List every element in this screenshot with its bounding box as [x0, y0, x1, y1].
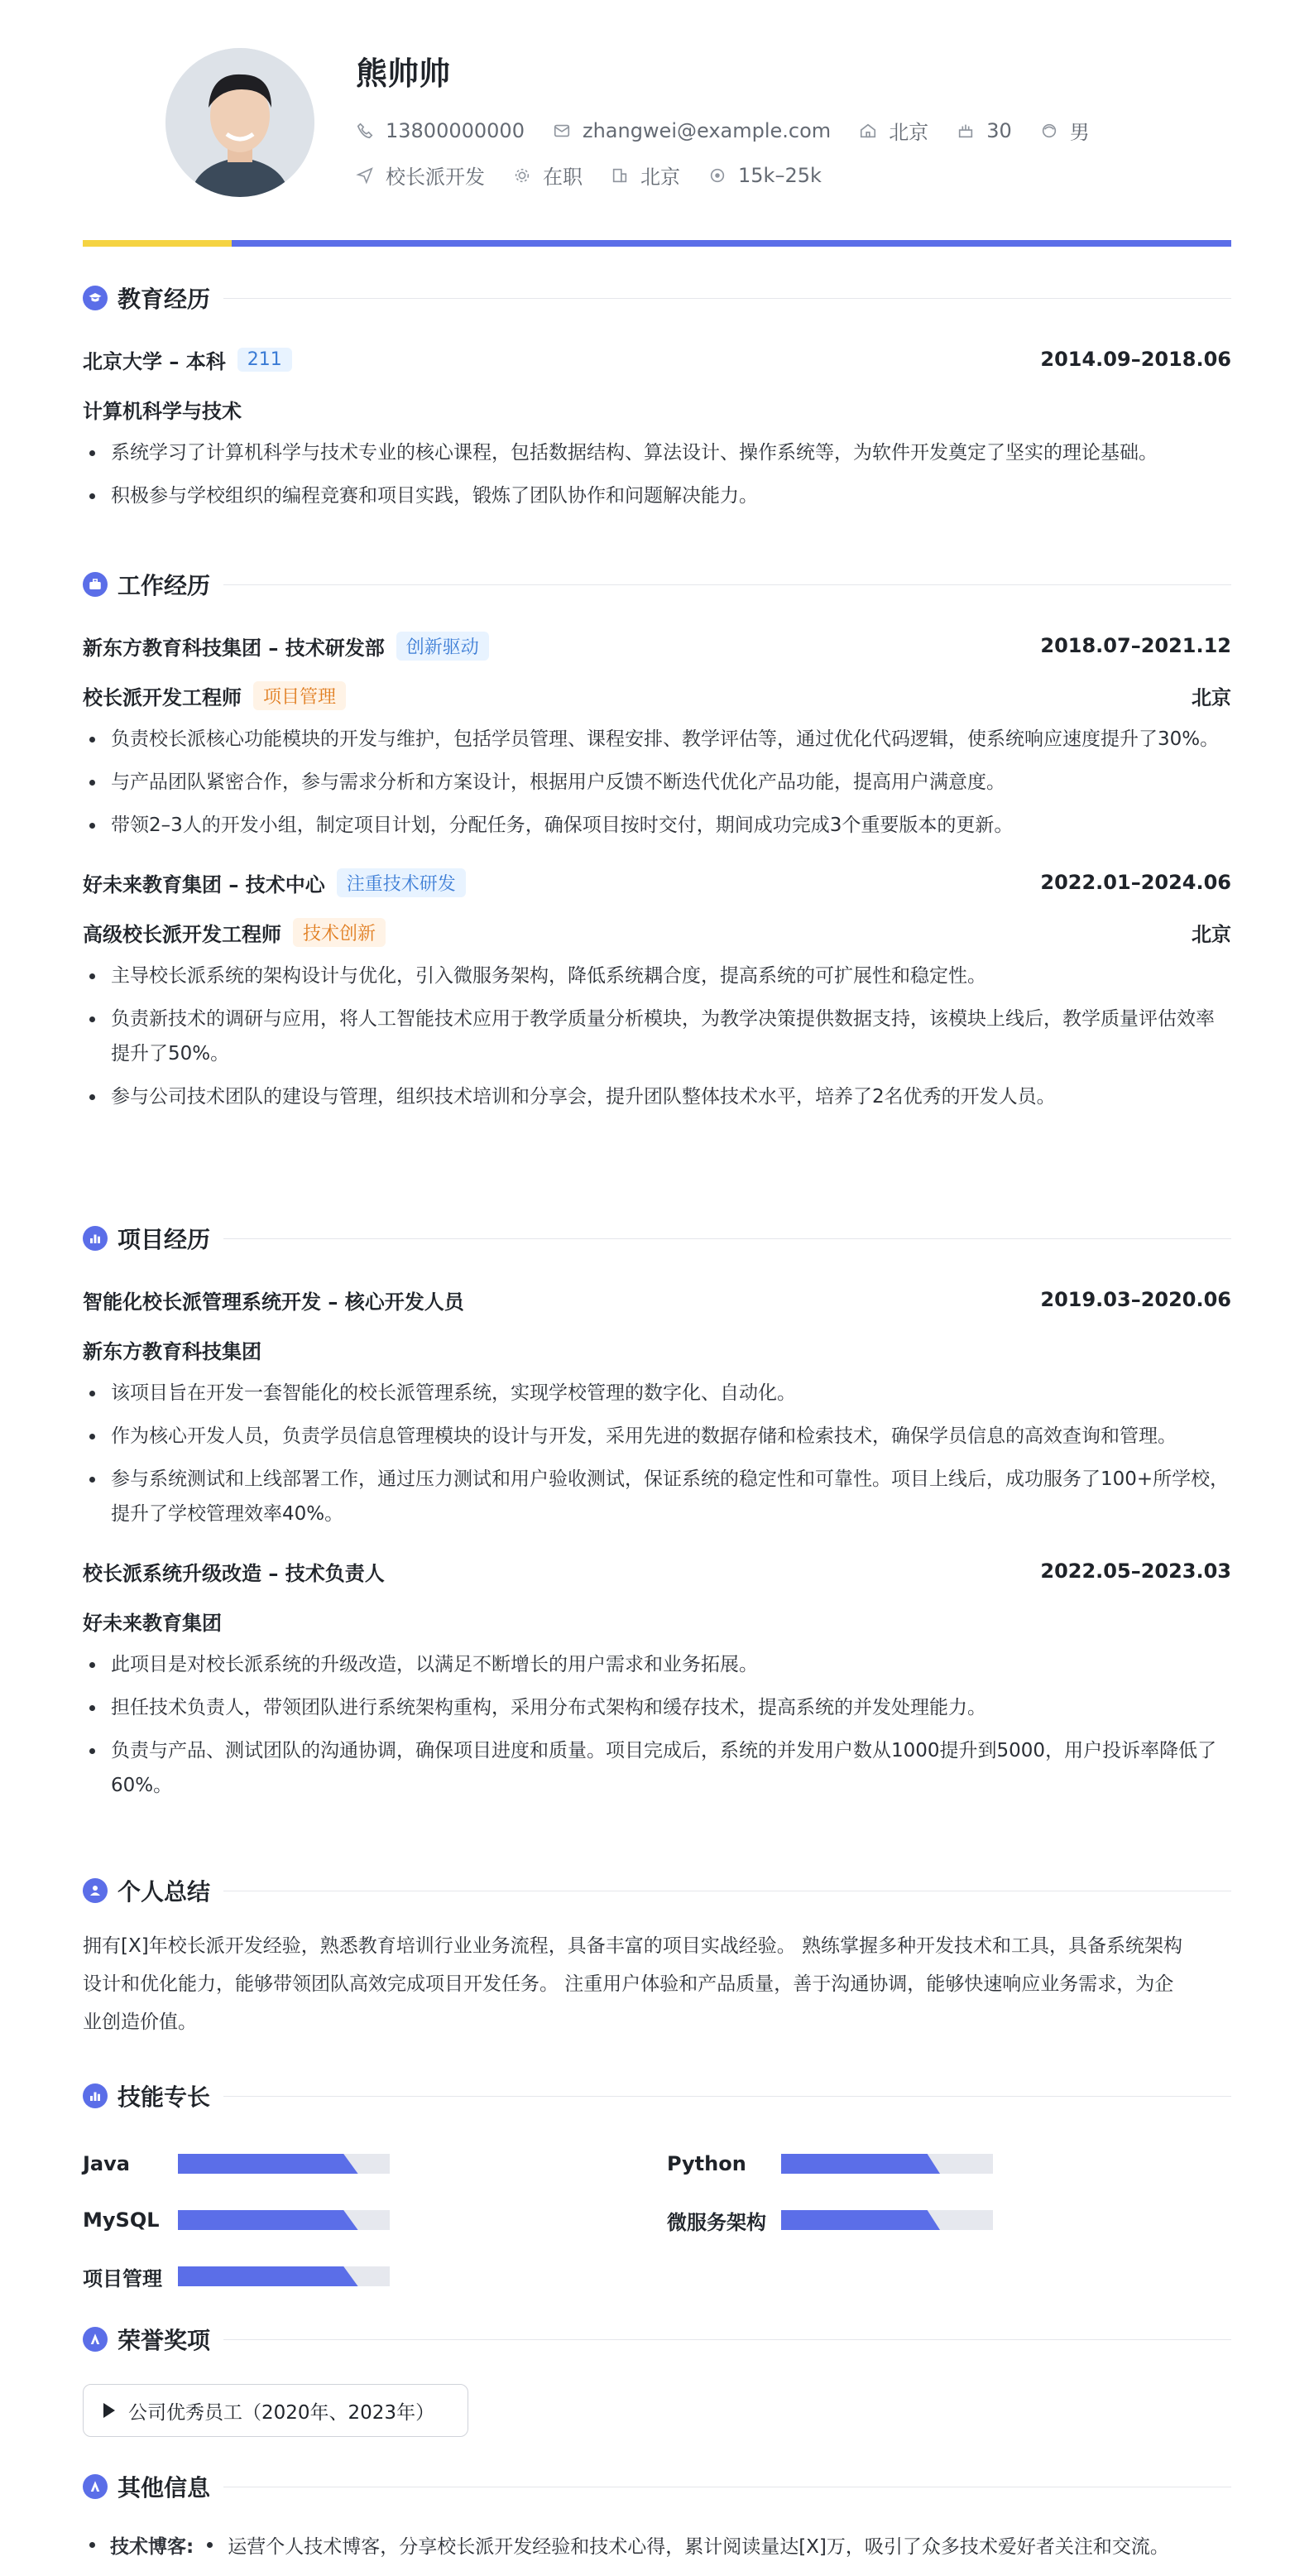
avatar	[165, 48, 314, 197]
section-header	[83, 568, 1231, 601]
email-item	[553, 119, 831, 142]
building-icon	[611, 166, 629, 185]
skill-bar-fill	[178, 2210, 358, 2230]
section-header	[83, 1874, 1231, 1907]
section-rule	[223, 298, 1231, 299]
status-item	[513, 161, 583, 190]
role-tag: 技术创新	[293, 918, 386, 947]
salary-item	[708, 164, 822, 187]
user-icon	[83, 1878, 108, 1903]
gear-icon	[513, 166, 531, 185]
section-header	[83, 1222, 1231, 1255]
summary-text	[83, 1927, 1231, 2041]
other-text: 运营个人技术博客，分享校长派开发经验和技术心得，累计阅读量达[X]万，吸引了众多技术爱好者关注和交流。	[228, 2535, 1169, 2558]
project-entry-head	[83, 1555, 1231, 1588]
gender-item	[1040, 116, 1090, 145]
education-bullets	[83, 435, 1231, 513]
skill-item	[83, 2147, 390, 2180]
list-item: 系统学习了计算机科学与技术专业的核心课程，包括数据结构、算法设计、操作系统等，为软件开发奠定了坚实的理论基础。	[83, 435, 1231, 470]
cake-icon	[957, 122, 975, 140]
list-item: 作为核心开发人员，负责学员信息管理模块的设计与开发，采用先进的数据存储和检索技术，确保学员信息的高效查询和管理。	[83, 1419, 1231, 1454]
job-role-row	[83, 916, 1231, 949]
list-item: 该项目旨在开发一套智能化的校长派管理系统，实现学校管理的数字化、自动化。	[83, 1376, 1231, 1411]
company-tag: 创新驱动	[396, 632, 489, 661]
summary-line: 设计和优化能力，能够带领团队高效完成项目开发任务。 注重用户体验和产品质量，善于沟通协调，能够快速响应业务需求，为企	[83, 1973, 1174, 1995]
skill-item	[667, 2204, 993, 2237]
education-date: 2014.09–2018.06	[1040, 348, 1231, 371]
age-item	[957, 119, 1012, 142]
section-title: 工作经历	[117, 572, 211, 599]
target-city-text: 北京	[640, 166, 680, 189]
skill-bar-fill	[178, 2154, 358, 2174]
contact-row	[356, 116, 1118, 145]
briefcase-icon	[83, 572, 108, 597]
other-item	[83, 2528, 1231, 2561]
section-title: 技能专长	[117, 2083, 211, 2111]
project-bullets	[83, 1376, 1231, 1531]
project-bullets	[83, 1647, 1231, 1803]
awards-section	[83, 2323, 1231, 2437]
other-section	[83, 2470, 1231, 2561]
skill-name: Python	[667, 2152, 746, 2175]
list-item: 负责校长派核心功能模块的开发与维护，包括学员管理、课程安排、教学评估等，通过优化代码逻辑，使系统响应速度提升了30%。	[83, 722, 1231, 757]
job-date: 2022.01–2024.06	[1040, 871, 1231, 894]
job-entry-head	[83, 629, 1231, 662]
list-item: 主导校长派系统的架构设计与优化，引入微服务架构，降低系统耦合度，提高系统的可扩展性和稳定性。	[83, 959, 1231, 993]
education-section	[83, 281, 1231, 513]
divider-accent-yellow	[83, 240, 232, 247]
job-bullets	[83, 959, 1231, 1114]
skill-bar	[178, 2154, 390, 2174]
skill-name: MySQL	[83, 2208, 160, 2232]
skill-name: Java	[83, 2152, 130, 2175]
work-section	[83, 568, 1231, 1114]
project-date: 2022.05–2023.03	[1040, 1560, 1231, 1583]
section-rule	[223, 2339, 1231, 2340]
skill-bar	[178, 2210, 390, 2230]
phone-item	[356, 119, 525, 142]
list-item: 负责与产品、测试团队的沟通协调，确保项目进度和质量。项目完成后，系统的并发用户数从1000提升到5000，用户投诉率降低了60%。	[83, 1733, 1231, 1803]
skill-item	[83, 2204, 390, 2237]
coin-icon	[708, 166, 727, 185]
bar-chart-icon	[83, 1226, 108, 1251]
info-icon	[83, 2474, 108, 2499]
divider-accent-blue	[232, 240, 1231, 247]
city-item	[859, 116, 928, 145]
bullet-dot	[207, 2542, 213, 2548]
skill-bar	[178, 2266, 390, 2286]
section-title: 个人总结	[117, 1878, 211, 1906]
education-entry-head	[83, 343, 1231, 376]
home-icon	[859, 122, 877, 140]
job-location: 北京	[1192, 922, 1231, 946]
section-title: 教育经历	[117, 286, 211, 313]
city-text: 北京	[889, 121, 929, 144]
list-item: 带领2–3人的开发小组，制定项目计划，分配任务，确保项目按时交付，期间成功完成3个重要版本的更新。	[83, 808, 1231, 843]
target-role-item	[356, 161, 485, 190]
project-org-text: 新东方教育科技集团	[83, 1339, 261, 1363]
skill-bar-fill	[781, 2210, 940, 2230]
job-intent-row	[356, 161, 850, 190]
award-item[interactable]	[83, 2384, 468, 2437]
job-role: 高级校长派开发工程师	[83, 922, 281, 946]
project-name: 智能化校长派管理系统开发 – 核心开发人员	[83, 1290, 464, 1314]
job-entry-head	[83, 866, 1231, 899]
list-item: 担任技术负责人，带领团队进行系统架构重构，采用分布式架构和缓存技术，提高系统的并发处理能力。	[83, 1690, 1231, 1725]
job-role-row	[83, 679, 1231, 712]
mail-icon	[553, 122, 571, 140]
section-header	[83, 281, 1231, 315]
gender-text: 男	[1069, 121, 1090, 144]
school-name: 北京大学 – 本科	[83, 349, 226, 373]
skill-item	[667, 2147, 993, 2180]
salary-text: 15k–25k	[738, 163, 822, 187]
job-location: 北京	[1192, 685, 1231, 709]
graduation-cap-icon	[83, 286, 108, 310]
project-entry-head	[83, 1283, 1231, 1316]
project-name: 校长派系统升级改造 – 技术负责人	[83, 1561, 385, 1585]
skills-section	[83, 2079, 1231, 2303]
skill-item	[83, 2260, 390, 2293]
job-date: 2018.07–2021.12	[1040, 634, 1231, 657]
list-item: 此项目是对校长派系统的升级改造，以满足不断增长的用户需求和业务拓展。	[83, 1647, 1231, 1682]
company-tag: 注重技术研发	[337, 868, 466, 897]
job-role: 校长派开发工程师	[83, 685, 242, 709]
list-item: 参与系统测试和上线部署工作，通过压力测试和用户验收测试，保证系统的稳定性和可靠性。项目上线后，成功服务了100+所学校，提升了学校管理效率40%。	[83, 1462, 1231, 1531]
skill-name: 项目管理	[83, 2266, 162, 2290]
major	[83, 392, 1231, 425]
phone-icon	[356, 122, 374, 140]
role-tag: 项目管理	[253, 681, 346, 710]
bar-chart-icon	[83, 2083, 108, 2108]
award-text: 公司优秀员工（2020年、2023年）	[128, 2401, 435, 2424]
section-rule	[223, 2096, 1231, 2097]
project-org	[83, 1333, 1231, 1366]
phone-text: 13800000000	[386, 118, 525, 142]
skill-bar	[781, 2210, 993, 2230]
company-name: 好未来教育集团 – 技术中心	[83, 872, 325, 896]
triangle-right-icon	[103, 2403, 115, 2418]
avatar-photo	[165, 48, 314, 197]
company-name: 新东方教育科技集团 – 技术研发部	[83, 636, 385, 660]
skill-name: 微服务架构	[667, 2210, 766, 2234]
school-tag: 211	[237, 348, 292, 372]
section-title: 荣誉奖项	[117, 2327, 211, 2354]
project-org	[83, 1604, 1231, 1637]
project-date: 2019.03–2020.06	[1040, 1288, 1231, 1311]
section-header	[83, 2079, 1231, 2112]
section-header	[83, 2323, 1231, 2356]
list-item: 与产品团队紧密合作，参与需求分析和方案设计，根据用户反馈不断迭代优化产品功能，提高用户满意度。	[83, 765, 1231, 800]
email-text: zhangwei@example.com	[582, 118, 832, 142]
list-item: 参与公司技术团队的建设与管理，组织技术培训和分享会，提升团队整体技术水平，培养了2名优秀的开发人员。	[83, 1079, 1231, 1114]
other-label: 技术博客:	[110, 2535, 194, 2558]
age-text: 30	[986, 118, 1012, 142]
status-text: 在职	[543, 166, 583, 189]
award-icon	[83, 2327, 108, 2352]
summary-line: 拥有[X]年校长派开发经验，熟悉教育培训行业业务流程，具备丰富的项目实战经验。 熟练掌握多种开发技术和工具，具备系统架构	[83, 1935, 1183, 1957]
summary-section	[83, 1874, 1231, 2041]
skill-bar	[781, 2154, 993, 2174]
header-divider	[83, 240, 1231, 247]
major-text: 计算机科学与技术	[83, 399, 242, 423]
list-item: 负责新技术的调研与应用，将人工智能技术应用于教学质量分析模块，为教学决策提供数据支持，该模块上线后，教学质量评估效率提升了50%。	[83, 1002, 1231, 1071]
skills-grid	[83, 2112, 1231, 2303]
skill-bar-fill	[178, 2266, 358, 2286]
person-icon	[1040, 122, 1058, 140]
section-header	[83, 2470, 1231, 2503]
target-city-item	[611, 161, 680, 190]
section-rule	[223, 1238, 1231, 1239]
target-role-text: 校长派开发	[386, 166, 485, 189]
project-org-text: 好未来教育集团	[83, 1611, 222, 1635]
skill-bar-fill	[781, 2154, 940, 2174]
job-bullets	[83, 722, 1231, 843]
section-title: 项目经历	[117, 1226, 211, 1253]
section-title: 其他信息	[117, 2474, 211, 2502]
summary-line: 业创造价值。	[83, 2011, 197, 2033]
resume-header	[83, 0, 1231, 240]
send-icon	[356, 166, 374, 185]
candidate-name: 熊帅帅	[356, 55, 451, 92]
section-rule	[223, 584, 1231, 585]
list-item: 积极参与学校组织的编程竞赛和项目实践，锻炼了团队协作和问题解决能力。	[83, 478, 1231, 513]
projects-section	[83, 1222, 1231, 1803]
bullet-dot	[89, 2542, 95, 2548]
